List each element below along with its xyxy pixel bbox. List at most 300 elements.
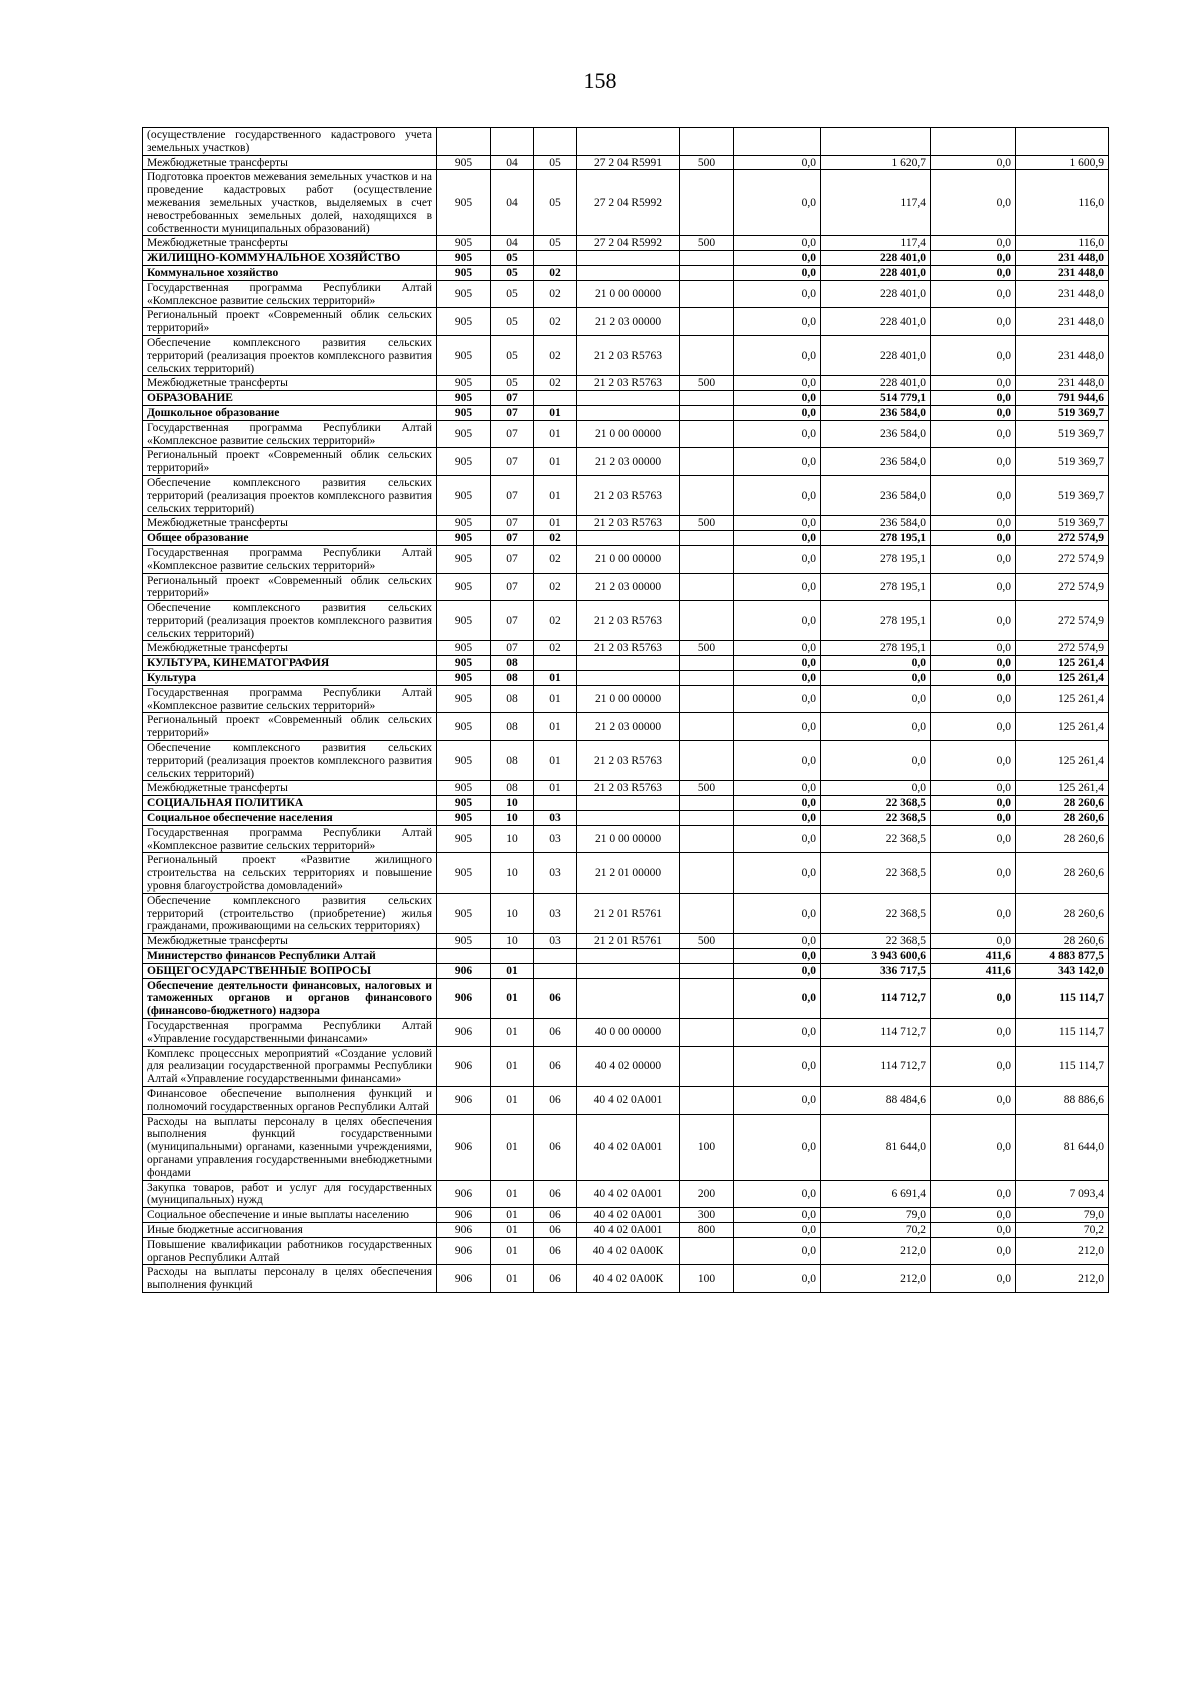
row-section: 01 <box>491 1019 534 1047</box>
row-grbs: 905 <box>437 796 491 811</box>
table-row <box>143 170 1109 236</box>
row-value-3: 0,0 <box>931 1114 1016 1180</box>
row-target-article <box>577 128 680 156</box>
table-row <box>143 251 1109 266</box>
row-target-article: 27 2 04 R5991 <box>577 155 680 170</box>
row-subsection: 02 <box>534 531 577 546</box>
row-expense-type <box>680 251 734 266</box>
row-value-4: 519 369,7 <box>1016 516 1109 531</box>
row-value-1: 0,0 <box>734 949 821 964</box>
table-row <box>143 420 1109 448</box>
row-value-4: 343 142,0 <box>1016 963 1109 978</box>
row-grbs: 905 <box>437 656 491 671</box>
row-expense-type <box>680 335 734 375</box>
row-value-2: 514 779,1 <box>821 391 931 406</box>
row-section: 01 <box>491 1086 534 1114</box>
row-target-article: 21 0 00 00000 <box>577 420 680 448</box>
row-name: Культура <box>143 671 437 686</box>
row-name: Межбюджетные трансферты <box>143 641 437 656</box>
row-grbs: 905 <box>437 155 491 170</box>
row-value-2: 336 717,5 <box>821 963 931 978</box>
table-row <box>143 376 1109 391</box>
row-target-article: 40 4 02 0А001 <box>577 1086 680 1114</box>
row-name: Повышение квалификации работников государственных органов Республики Алтай <box>143 1237 437 1265</box>
row-section: 07 <box>491 601 534 641</box>
row-section: 05 <box>491 376 534 391</box>
row-value-1: 0,0 <box>734 853 821 893</box>
row-value-2: 114 712,7 <box>821 1046 931 1086</box>
table-row <box>143 265 1109 280</box>
row-section: 01 <box>491 1222 534 1237</box>
row-grbs: 905 <box>437 308 491 336</box>
table-row <box>143 656 1109 671</box>
row-value-2: 1 620,7 <box>821 155 931 170</box>
row-expense-type <box>680 531 734 546</box>
row-value-1: 0,0 <box>734 405 821 420</box>
row-target-article <box>577 949 680 964</box>
row-target-article: 21 2 03 R5763 <box>577 781 680 796</box>
row-value-4: 272 574,9 <box>1016 601 1109 641</box>
row-expense-type <box>680 949 734 964</box>
row-value-3: 0,0 <box>931 308 1016 336</box>
row-subsection: 05 <box>534 236 577 251</box>
row-value-1: 0,0 <box>734 1265 821 1293</box>
row-name: Общее образование <box>143 531 437 546</box>
table-row <box>143 1019 1109 1047</box>
row-target-article: 21 2 03 00000 <box>577 448 680 476</box>
row-name: Расходы на выплаты персоналу в целях обеспечения выполнения функций государственными (муниципальными) органами, казенными учреждениями, органами управления государственными внебюджетными фондами <box>143 1114 437 1180</box>
row-value-2: 278 195,1 <box>821 545 931 573</box>
row-value-3: 0,0 <box>931 420 1016 448</box>
row-value-4: 231 448,0 <box>1016 335 1109 375</box>
row-value-2: 22 368,5 <box>821 811 931 826</box>
row-section <box>491 949 534 964</box>
row-value-2: 212,0 <box>821 1237 931 1265</box>
row-value-3: 0,0 <box>931 796 1016 811</box>
row-value-4: 272 574,9 <box>1016 545 1109 573</box>
row-value-1: 0,0 <box>734 825 821 853</box>
row-section: 10 <box>491 825 534 853</box>
table-row <box>143 573 1109 601</box>
row-value-3: 411,6 <box>931 963 1016 978</box>
row-expense-type <box>680 448 734 476</box>
row-value-3: 0,0 <box>931 475 1016 515</box>
row-target-article <box>577 671 680 686</box>
row-expense-type: 300 <box>680 1208 734 1223</box>
row-grbs: 906 <box>437 978 491 1018</box>
row-value-4: 125 261,4 <box>1016 685 1109 713</box>
row-section: 01 <box>491 963 534 978</box>
page-number: 158 <box>583 68 617 93</box>
row-value-1: 0,0 <box>734 1208 821 1223</box>
row-grbs: 906 <box>437 1265 491 1293</box>
row-subsection: 02 <box>534 601 577 641</box>
row-section: 07 <box>491 545 534 573</box>
row-grbs: 905 <box>437 781 491 796</box>
row-name: Межбюджетные трансферты <box>143 516 437 531</box>
row-expense-type: 500 <box>680 236 734 251</box>
row-section: 07 <box>491 448 534 476</box>
table-row <box>143 741 1109 781</box>
table-row <box>143 949 1109 964</box>
row-name: Комплекс процессных мероприятий «Создание условий для реализации государственной программы Республики Алтай «Управление государственными финансами» <box>143 1046 437 1086</box>
row-value-1: 0,0 <box>734 265 821 280</box>
row-grbs: 906 <box>437 1222 491 1237</box>
row-target-article: 21 2 03 R5763 <box>577 335 680 375</box>
row-target-article: 21 0 00 00000 <box>577 545 680 573</box>
row-name: Региональный проект «Современный облик сельских территорий» <box>143 573 437 601</box>
row-value-4: 115 114,7 <box>1016 1019 1109 1047</box>
row-expense-type <box>680 741 734 781</box>
row-value-4: 125 261,4 <box>1016 741 1109 781</box>
row-value-2: 22 368,5 <box>821 796 931 811</box>
row-target-article: 21 0 00 00000 <box>577 280 680 308</box>
row-target-article: 40 4 02 0А001 <box>577 1180 680 1208</box>
row-section: 07 <box>491 475 534 515</box>
row-value-1: 0,0 <box>734 308 821 336</box>
row-expense-type <box>680 656 734 671</box>
row-target-article <box>577 265 680 280</box>
row-value-1: 0,0 <box>734 545 821 573</box>
row-expense-type <box>680 405 734 420</box>
row-subsection: 03 <box>534 934 577 949</box>
row-value-4: 28 260,6 <box>1016 893 1109 933</box>
row-value-3: 0,0 <box>931 236 1016 251</box>
row-value-2: 0,0 <box>821 671 931 686</box>
row-value-1: 0,0 <box>734 781 821 796</box>
row-section: 10 <box>491 811 534 826</box>
table-row <box>143 811 1109 826</box>
row-value-1: 0,0 <box>734 641 821 656</box>
row-section: 01 <box>491 1046 534 1086</box>
row-expense-type <box>680 545 734 573</box>
row-value-2: 6 691,4 <box>821 1180 931 1208</box>
row-section: 10 <box>491 853 534 893</box>
row-expense-type: 800 <box>680 1222 734 1237</box>
table-row <box>143 155 1109 170</box>
table-row <box>143 713 1109 741</box>
row-grbs: 905 <box>437 391 491 406</box>
row-value-2: 79,0 <box>821 1208 931 1223</box>
row-value-1: 0,0 <box>734 656 821 671</box>
row-expense-type: 200 <box>680 1180 734 1208</box>
row-target-article: 21 2 03 R5763 <box>577 376 680 391</box>
row-subsection <box>534 128 577 156</box>
row-expense-type <box>680 128 734 156</box>
row-target-article <box>577 251 680 266</box>
row-subsection: 02 <box>534 335 577 375</box>
row-value-4: 125 261,4 <box>1016 781 1109 796</box>
row-value-4: 1 600,9 <box>1016 155 1109 170</box>
row-value-1 <box>734 128 821 156</box>
row-value-3: 0,0 <box>931 978 1016 1018</box>
row-subsection: 02 <box>534 308 577 336</box>
row-value-2: 22 368,5 <box>821 825 931 853</box>
table-row <box>143 1180 1109 1208</box>
row-target-article <box>577 391 680 406</box>
row-grbs: 906 <box>437 1180 491 1208</box>
row-grbs: 905 <box>437 601 491 641</box>
row-value-4 <box>1016 128 1109 156</box>
row-grbs: 905 <box>437 893 491 933</box>
row-value-1: 0,0 <box>734 713 821 741</box>
table-row <box>143 963 1109 978</box>
row-name: Государственная программа Республики Алтай «Комплексное развитие сельских территорий» <box>143 825 437 853</box>
row-name: (осуществление государственного кадастрового учета земельных участков) <box>143 128 437 156</box>
row-expense-type <box>680 1019 734 1047</box>
row-value-4: 231 448,0 <box>1016 251 1109 266</box>
row-value-3: 0,0 <box>931 825 1016 853</box>
row-value-2: 228 401,0 <box>821 251 931 266</box>
row-grbs: 905 <box>437 376 491 391</box>
table-row <box>143 825 1109 853</box>
row-subsection: 03 <box>534 893 577 933</box>
row-value-1: 0,0 <box>734 1086 821 1114</box>
row-grbs: 905 <box>437 405 491 420</box>
row-grbs: 906 <box>437 1208 491 1223</box>
row-value-4: 519 369,7 <box>1016 475 1109 515</box>
row-expense-type <box>680 170 734 236</box>
row-value-4: 231 448,0 <box>1016 308 1109 336</box>
row-section: 10 <box>491 893 534 933</box>
row-section <box>491 128 534 156</box>
row-name: ЖИЛИЩНО-КОММУНАЛЬНОЕ ХОЗЯЙСТВО <box>143 251 437 266</box>
row-value-1: 0,0 <box>734 963 821 978</box>
row-name: Региональный проект «Развитие жилищного строительства на сельских территориях и повышение уровня благоустройства домовладений» <box>143 853 437 893</box>
row-name: Социальное обеспечение и иные выплаты населению <box>143 1208 437 1223</box>
row-value-1: 0,0 <box>734 335 821 375</box>
row-subsection: 01 <box>534 405 577 420</box>
row-target-article: 40 4 02 00000 <box>577 1046 680 1086</box>
row-target-article: 40 4 02 0А00К <box>577 1265 680 1293</box>
row-value-3: 0,0 <box>931 155 1016 170</box>
row-name: Закупка товаров, работ и услуг для государственных (муниципальных) нужд <box>143 1180 437 1208</box>
table-row <box>143 475 1109 515</box>
row-value-4: 79,0 <box>1016 1208 1109 1223</box>
row-value-3: 0,0 <box>931 1180 1016 1208</box>
table-row <box>143 1208 1109 1223</box>
row-value-1: 0,0 <box>734 741 821 781</box>
row-value-2: 117,4 <box>821 170 931 236</box>
row-grbs: 905 <box>437 573 491 601</box>
row-value-3: 0,0 <box>931 516 1016 531</box>
row-value-4: 125 261,4 <box>1016 713 1109 741</box>
row-grbs: 905 <box>437 265 491 280</box>
row-target-article <box>577 531 680 546</box>
row-name: Обеспечение комплексного развития сельских территорий (реализация проектов комплексного развития сельских территорий) <box>143 475 437 515</box>
table-row <box>143 448 1109 476</box>
row-subsection: 01 <box>534 713 577 741</box>
row-target-article: 40 4 02 0А001 <box>577 1222 680 1237</box>
row-section: 01 <box>491 1114 534 1180</box>
row-target-article <box>577 656 680 671</box>
table-row <box>143 516 1109 531</box>
row-value-2: 278 195,1 <box>821 641 931 656</box>
row-value-4: 116,0 <box>1016 170 1109 236</box>
row-target-article: 21 2 03 R5763 <box>577 741 680 781</box>
row-value-1: 0,0 <box>734 1237 821 1265</box>
row-expense-type <box>680 308 734 336</box>
table-row <box>143 685 1109 713</box>
row-value-1: 0,0 <box>734 376 821 391</box>
row-target-article: 40 4 02 0А001 <box>577 1114 680 1180</box>
row-section: 07 <box>491 641 534 656</box>
table-row <box>143 280 1109 308</box>
row-value-3: 0,0 <box>931 671 1016 686</box>
row-subsection: 06 <box>534 1237 577 1265</box>
row-value-1: 0,0 <box>734 934 821 949</box>
row-subsection: 05 <box>534 170 577 236</box>
row-value-3: 0,0 <box>931 335 1016 375</box>
row-value-1: 0,0 <box>734 155 821 170</box>
row-target-article <box>577 978 680 1018</box>
row-name: Межбюджетные трансферты <box>143 155 437 170</box>
row-value-1: 0,0 <box>734 573 821 601</box>
row-value-1: 0,0 <box>734 1222 821 1237</box>
row-subsection: 06 <box>534 1086 577 1114</box>
row-section: 01 <box>491 1208 534 1223</box>
row-value-4: 519 369,7 <box>1016 405 1109 420</box>
row-section: 08 <box>491 656 534 671</box>
row-section: 08 <box>491 781 534 796</box>
row-section: 05 <box>491 251 534 266</box>
row-name: Дошкольное образование <box>143 405 437 420</box>
table-row <box>143 308 1109 336</box>
row-value-2: 117,4 <box>821 236 931 251</box>
row-subsection: 03 <box>534 811 577 826</box>
row-target-article: 40 0 00 00000 <box>577 1019 680 1047</box>
row-section: 01 <box>491 1180 534 1208</box>
row-value-3: 0,0 <box>931 641 1016 656</box>
row-value-2: 228 401,0 <box>821 376 931 391</box>
row-grbs <box>437 128 491 156</box>
row-expense-type <box>680 573 734 601</box>
row-value-1: 0,0 <box>734 671 821 686</box>
row-value-3: 0,0 <box>931 1265 1016 1293</box>
row-expense-type <box>680 601 734 641</box>
row-target-article: 21 2 03 R5763 <box>577 601 680 641</box>
row-value-2: 114 712,7 <box>821 978 931 1018</box>
row-grbs: 905 <box>437 641 491 656</box>
row-name: Региональный проект «Современный облик сельских территорий» <box>143 713 437 741</box>
row-grbs: 905 <box>437 170 491 236</box>
row-name: Обеспечение комплексного развития сельских территорий (реализация проектов комплексного развития сельских территорий) <box>143 601 437 641</box>
row-expense-type <box>680 825 734 853</box>
row-value-2: 236 584,0 <box>821 448 931 476</box>
row-expense-type <box>680 265 734 280</box>
row-name: Обеспечение комплексного развития сельских территорий (реализация проектов комплексного развития сельских территорий) <box>143 335 437 375</box>
row-subsection: 02 <box>534 376 577 391</box>
row-value-3: 0,0 <box>931 251 1016 266</box>
row-name: Государственная программа Республики Алтай «Комплексное развитие сельских территорий» <box>143 420 437 448</box>
row-subsection: 01 <box>534 475 577 515</box>
row-value-1: 0,0 <box>734 516 821 531</box>
row-value-2: 88 484,6 <box>821 1086 931 1114</box>
row-target-article: 27 2 04 R5992 <box>577 236 680 251</box>
row-subsection: 01 <box>534 420 577 448</box>
row-expense-type <box>680 713 734 741</box>
row-name: Межбюджетные трансферты <box>143 934 437 949</box>
row-target-article <box>577 405 680 420</box>
row-value-2: 278 195,1 <box>821 601 931 641</box>
table-row <box>143 335 1109 375</box>
row-subsection: 06 <box>534 1222 577 1237</box>
row-name: Государственная программа Республики Алтай «Комплексное развитие сельских территорий» <box>143 545 437 573</box>
row-value-2: 236 584,0 <box>821 405 931 420</box>
row-value-2: 278 195,1 <box>821 573 931 601</box>
row-value-3: 0,0 <box>931 781 1016 796</box>
row-value-4: 28 260,6 <box>1016 796 1109 811</box>
row-value-3: 0,0 <box>931 1086 1016 1114</box>
row-grbs: 905 <box>437 713 491 741</box>
row-name: КУЛЬТУРА, КИНЕМАТОГРАФИЯ <box>143 656 437 671</box>
row-value-3: 0,0 <box>931 1208 1016 1223</box>
table-row <box>143 405 1109 420</box>
table-body <box>143 128 1109 1293</box>
row-value-2: 278 195,1 <box>821 531 931 546</box>
row-grbs: 905 <box>437 853 491 893</box>
row-value-2: 22 368,5 <box>821 853 931 893</box>
row-value-3: 0,0 <box>931 853 1016 893</box>
row-value-3: 0,0 <box>931 1237 1016 1265</box>
row-value-2: 228 401,0 <box>821 280 931 308</box>
row-value-2: 114 712,7 <box>821 1019 931 1047</box>
row-grbs: 905 <box>437 280 491 308</box>
table-row <box>143 1265 1109 1293</box>
row-subsection <box>534 963 577 978</box>
row-grbs: 906 <box>437 1114 491 1180</box>
table-row <box>143 236 1109 251</box>
row-subsection: 06 <box>534 978 577 1018</box>
row-value-2: 0,0 <box>821 741 931 781</box>
row-section: 08 <box>491 685 534 713</box>
row-expense-type: 100 <box>680 1114 734 1180</box>
row-value-1: 0,0 <box>734 1046 821 1086</box>
table-row <box>143 545 1109 573</box>
row-value-1: 0,0 <box>734 475 821 515</box>
row-expense-type <box>680 685 734 713</box>
budget-table <box>142 127 1109 1293</box>
row-value-2: 228 401,0 <box>821 265 931 280</box>
row-subsection: 02 <box>534 573 577 601</box>
table-row <box>143 796 1109 811</box>
row-value-3: 0,0 <box>931 376 1016 391</box>
row-subsection <box>534 949 577 964</box>
row-name: СОЦИАЛЬНАЯ ПОЛИТИКА <box>143 796 437 811</box>
row-expense-type: 500 <box>680 934 734 949</box>
row-expense-type: 500 <box>680 781 734 796</box>
row-subsection: 02 <box>534 641 577 656</box>
row-value-1: 0,0 <box>734 796 821 811</box>
row-value-2: 0,0 <box>821 713 931 741</box>
row-name: Государственная программа Республики Алтай «Управление государственными финансами» <box>143 1019 437 1047</box>
row-value-2: 212,0 <box>821 1265 931 1293</box>
row-value-3: 0,0 <box>931 656 1016 671</box>
row-grbs: 905 <box>437 531 491 546</box>
row-value-3: 0,0 <box>931 531 1016 546</box>
row-section: 08 <box>491 741 534 781</box>
row-expense-type <box>680 796 734 811</box>
row-expense-type: 100 <box>680 1265 734 1293</box>
row-value-2 <box>821 128 931 156</box>
row-value-2: 228 401,0 <box>821 335 931 375</box>
row-value-2: 3 943 600,6 <box>821 949 931 964</box>
table-row <box>143 934 1109 949</box>
row-name: Иные бюджетные ассигнования <box>143 1222 437 1237</box>
row-grbs: 905 <box>437 545 491 573</box>
row-value-3: 0,0 <box>931 1046 1016 1086</box>
row-section: 05 <box>491 335 534 375</box>
